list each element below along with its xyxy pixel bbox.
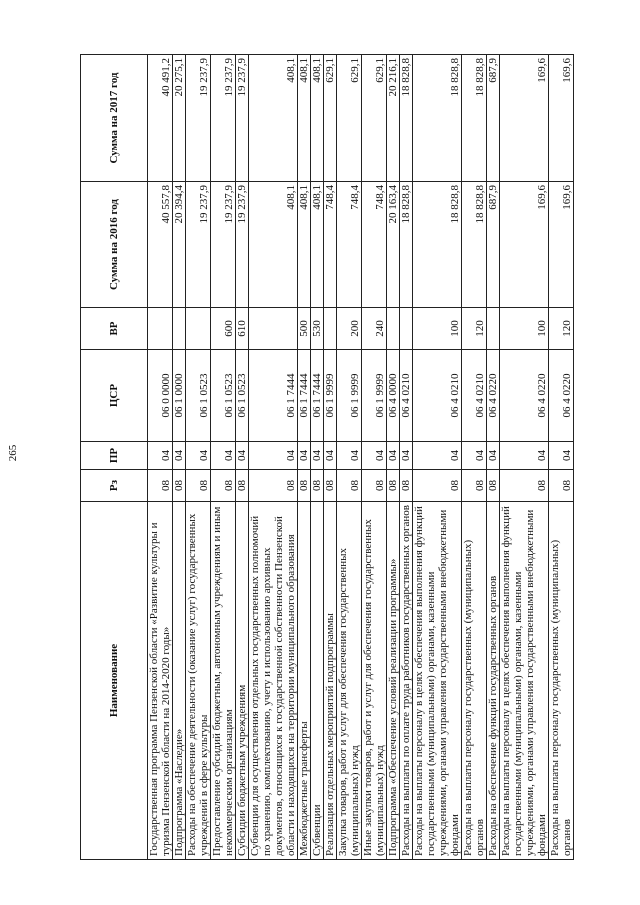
col-header-vr: ВР <box>81 308 148 350</box>
cell-csr: 06 1 0523 <box>236 350 249 442</box>
cell-name: Субсидии бюджетным учреждениям <box>236 502 249 860</box>
cell-sum2017: 19 237,9 <box>236 55 249 182</box>
table-row <box>500 55 549 860</box>
cell-sum2017: 18 828,8 <box>462 55 487 182</box>
cell-vr: 120 <box>549 308 574 350</box>
cell-sum2017: 169,6 <box>500 55 549 182</box>
cell-vr: 200 <box>337 308 362 350</box>
cell-vr <box>173 308 186 350</box>
cell-pr: 04 <box>487 442 500 470</box>
cell-vr: 240 <box>362 308 387 350</box>
cell-sum2016: 748,4 <box>337 182 362 308</box>
cell-sum2016: 20 163,4 <box>387 182 400 308</box>
page-number: 265 <box>7 444 19 462</box>
table-row <box>298 55 311 860</box>
cell-sum2016: 408,1 <box>249 182 298 308</box>
cell-sum2017: 19 237,9 <box>211 55 236 182</box>
cell-csr: 06 1 0523 <box>186 350 211 442</box>
cell-pr: 04 <box>400 442 413 470</box>
table-row <box>236 55 249 860</box>
cell-pr: 04 <box>387 442 400 470</box>
cell-pr: 04 <box>249 442 298 470</box>
cell-rz: 08 <box>236 470 249 502</box>
table-row <box>211 55 236 860</box>
cell-vr: 500 <box>298 308 311 350</box>
cell-vr: 100 <box>413 308 462 350</box>
cell-vr: 610 <box>236 308 249 350</box>
cell-name: Межбюджетные трансферты <box>298 502 311 860</box>
cell-csr: 06 1 0523 <box>211 350 236 442</box>
cell-pr: 04 <box>211 442 236 470</box>
cell-rz: 08 <box>549 470 574 502</box>
table-area <box>80 55 573 860</box>
cell-sum2017: 20 216,1 <box>387 55 400 182</box>
cell-rz: 08 <box>500 470 549 502</box>
cell-csr: 06 1 9999 <box>337 350 362 442</box>
cell-vr: 530 <box>311 308 324 350</box>
table-row <box>311 55 324 860</box>
cell-sum2017: 408,1 <box>249 55 298 182</box>
cell-rz: 08 <box>211 470 236 502</box>
cell-sum2017: 169,6 <box>549 55 574 182</box>
cell-sum2016: 20 394,4 <box>173 182 186 308</box>
cell-rz: 08 <box>298 470 311 502</box>
cell-vr <box>148 308 173 350</box>
cell-vr <box>249 308 298 350</box>
cell-sum2016: 18 828,8 <box>413 182 462 308</box>
cell-sum2016: 40 557,8 <box>148 182 173 308</box>
cell-name: Субвенции <box>311 502 324 860</box>
cell-pr: 04 <box>298 442 311 470</box>
cell-csr: 06 1 7444 <box>249 350 298 442</box>
cell-sum2017: 629,1 <box>324 55 337 182</box>
table-row <box>462 55 487 860</box>
col-header-sum2016: Сумма на 2016 год <box>81 182 148 308</box>
cell-name: Реализация отдельных мероприятий подпрограммы <box>324 502 337 860</box>
table-row <box>413 55 462 860</box>
cell-rz: 08 <box>462 470 487 502</box>
cell-sum2017: 629,1 <box>337 55 362 182</box>
col-header-csr: ЦСР <box>81 350 148 442</box>
col-header-rz: Рз <box>81 470 148 502</box>
cell-rz: 08 <box>324 470 337 502</box>
cell-name: Расходы на выплаты персоналу государственных (муниципальных) органов <box>462 502 487 860</box>
cell-sum2017: 19 237,9 <box>186 55 211 182</box>
cell-pr: 04 <box>311 442 324 470</box>
cell-sum2016: 748,4 <box>362 182 387 308</box>
cell-sum2016: 19 237,9 <box>211 182 236 308</box>
table-row <box>337 55 362 860</box>
cell-csr: 06 1 7444 <box>311 350 324 442</box>
cell-csr: 06 1 9999 <box>362 350 387 442</box>
table-row <box>487 55 500 860</box>
cell-name: Подпрограмма «Обеспечение условий реализации программы» <box>387 502 400 860</box>
cell-pr: 04 <box>186 442 211 470</box>
cell-csr: 06 1 9999 <box>324 350 337 442</box>
table-row <box>387 55 400 860</box>
cell-sum2017: 20 275,1 <box>173 55 186 182</box>
cell-csr: 06 4 0220 <box>549 350 574 442</box>
cell-csr: 06 1 0000 <box>173 350 186 442</box>
cell-name: Закупка товаров, работ и услуг для обеспечения государственных (муниципальных) нужд <box>337 502 362 860</box>
cell-vr <box>387 308 400 350</box>
table-row <box>324 55 337 860</box>
cell-csr: 06 0 0000 <box>148 350 173 442</box>
cell-pr: 04 <box>500 442 549 470</box>
cell-pr: 04 <box>173 442 186 470</box>
cell-name: Расходы на выплаты персоналу в целях обеспечения выполнения функций государственными (муниципальными) органами, казенными учреждениями, органами управления государственными внебюджетными фондами <box>500 502 549 860</box>
cell-csr: 06 4 0000 <box>387 350 400 442</box>
table-row <box>173 55 186 860</box>
cell-csr: 06 4 0210 <box>400 350 413 442</box>
cell-sum2017: 408,1 <box>311 55 324 182</box>
cell-name: Расходы на выплаты по оплате труда работников государственных органов <box>400 502 413 860</box>
cell-name: Предоставление субсидий бюджетным, автономным учреждениям и иным некоммерческим организациям <box>211 502 236 860</box>
cell-sum2017: 687,9 <box>487 55 500 182</box>
cell-name: Иные закупки товаров, работ и услуг для обеспечения государственных (муниципальных) нужд <box>362 502 387 860</box>
cell-csr: 06 4 0210 <box>462 350 487 442</box>
cell-pr: 04 <box>362 442 387 470</box>
cell-pr: 04 <box>148 442 173 470</box>
cell-csr: 06 1 7444 <box>298 350 311 442</box>
cell-sum2016: 169,6 <box>549 182 574 308</box>
table-row <box>362 55 387 860</box>
cell-rz: 08 <box>186 470 211 502</box>
cell-sum2016: 169,6 <box>500 182 549 308</box>
cell-sum2016: 408,1 <box>298 182 311 308</box>
cell-rz: 08 <box>400 470 413 502</box>
cell-sum2016: 687,9 <box>487 182 500 308</box>
cell-sum2016: 408,1 <box>311 182 324 308</box>
cell-vr: 600 <box>211 308 236 350</box>
cell-name: Расходы на обеспечение функций государственных органов <box>487 502 500 860</box>
cell-vr <box>186 308 211 350</box>
cell-name: Субвенции для осуществления отдельных государственных полномочий по хранению, комплектованию, учету и использованию архивных документов, относящихся к государственной собственности Пензенской области и находящихся на территории муниципального образования <box>249 502 298 860</box>
cell-csr: 06 4 0220 <box>487 350 500 442</box>
cell-rz: 08 <box>148 470 173 502</box>
table-row <box>186 55 211 860</box>
cell-rz: 08 <box>387 470 400 502</box>
cell-rz: 08 <box>487 470 500 502</box>
table-header-row <box>81 55 148 860</box>
cell-sum2016: 19 237,9 <box>186 182 211 308</box>
cell-pr: 04 <box>324 442 337 470</box>
cell-rz: 08 <box>311 470 324 502</box>
table-row <box>249 55 298 860</box>
cell-vr <box>487 308 500 350</box>
cell-name: Расходы на обеспечение деятельности (оказание услуг) государственных учреждений в сфере культуры <box>186 502 211 860</box>
cell-rz: 08 <box>337 470 362 502</box>
cell-name: Подпрограмма «Наследие» <box>173 502 186 860</box>
cell-pr: 04 <box>413 442 462 470</box>
rotated-table-wrapper <box>80 55 573 860</box>
cell-rz: 08 <box>249 470 298 502</box>
cell-vr: 120 <box>462 308 487 350</box>
col-header-name: Наименование <box>81 502 148 860</box>
cell-pr: 04 <box>337 442 362 470</box>
cell-csr: 06 4 0220 <box>500 350 549 442</box>
table-row <box>549 55 574 860</box>
table-row <box>148 55 173 860</box>
cell-name: Расходы на выплаты персоналу в целях обеспечения выполнения функций государственными (муниципальными) органами, казенными учреждениями, органами управления государственными внебюджетными фондами <box>413 502 462 860</box>
cell-sum2016: 18 828,8 <box>400 182 413 308</box>
cell-name: Расходы на выплаты персоналу государственных (муниципальных) органов <box>549 502 574 860</box>
cell-vr <box>400 308 413 350</box>
cell-rz: 08 <box>173 470 186 502</box>
cell-pr: 04 <box>549 442 574 470</box>
cell-pr: 04 <box>236 442 249 470</box>
cell-vr: 100 <box>500 308 549 350</box>
cell-sum2017: 408,1 <box>298 55 311 182</box>
col-header-sum2017: Сумма на 2017 год <box>81 55 148 182</box>
table-row <box>400 55 413 860</box>
cell-pr: 04 <box>462 442 487 470</box>
cell-sum2017: 18 828,8 <box>400 55 413 182</box>
cell-csr: 06 4 0210 <box>413 350 462 442</box>
col-header-pr: ПР <box>81 442 148 470</box>
cell-sum2017: 629,1 <box>362 55 387 182</box>
cell-sum2016: 19 237,9 <box>236 182 249 308</box>
cell-sum2016: 748,4 <box>324 182 337 308</box>
budget-table <box>80 54 574 860</box>
cell-sum2016: 18 828,8 <box>462 182 487 308</box>
cell-vr <box>324 308 337 350</box>
cell-sum2017: 18 828,8 <box>413 55 462 182</box>
cell-name: Государственная программа Пензенской области «Развитие культуры и туризма Пензенской области на 2014-2020 годы» <box>148 502 173 860</box>
cell-rz: 08 <box>362 470 387 502</box>
cell-rz: 08 <box>413 470 462 502</box>
cell-sum2017: 40 491,2 <box>148 55 173 182</box>
